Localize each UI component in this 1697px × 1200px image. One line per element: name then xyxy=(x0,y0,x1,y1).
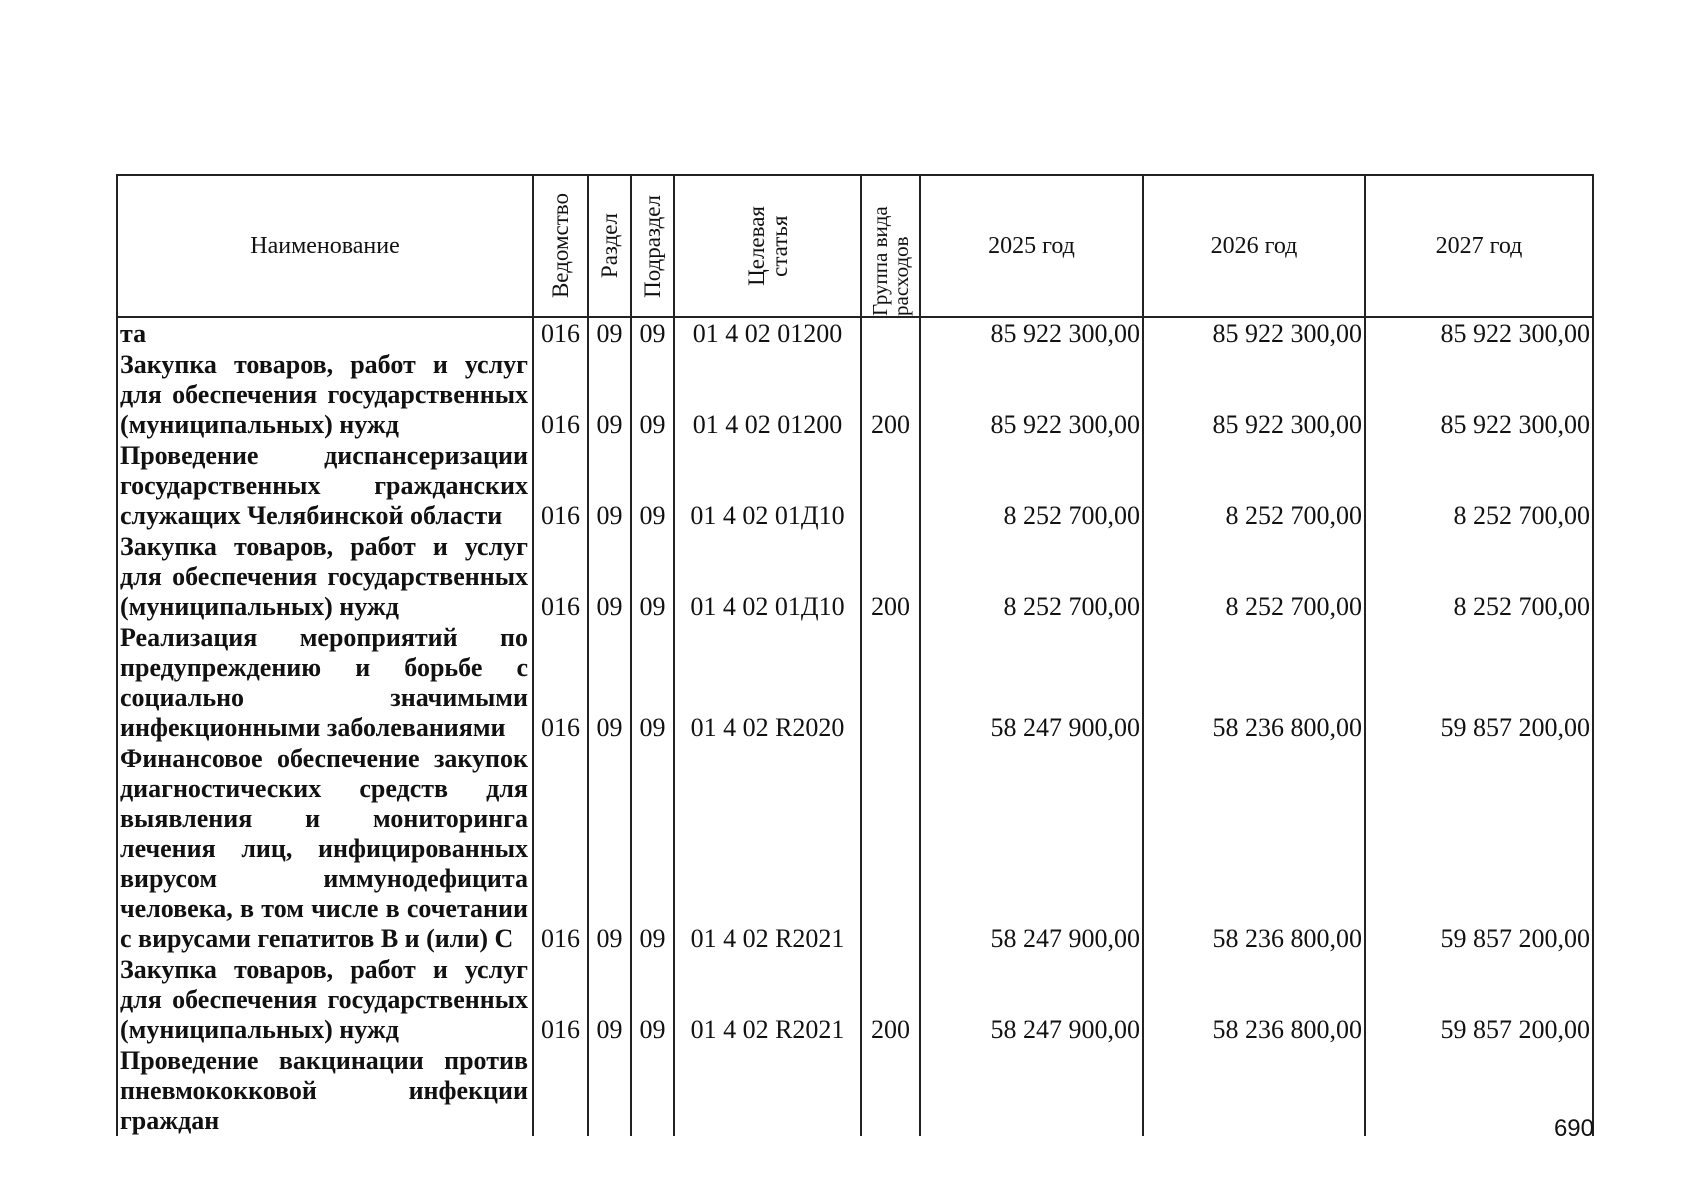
row-razdel: 09 xyxy=(588,622,631,743)
row-podrazdel: 09 xyxy=(631,440,674,531)
header-2027-text: 2027 год xyxy=(1435,232,1523,259)
row-celevaya: 01 4 02 01200 xyxy=(674,349,861,440)
row-podrazdel: 09 xyxy=(631,622,674,743)
row-name: Проведение вакцинации против пневмококковой инфекции граждан xyxy=(117,1045,533,1136)
row-2026: 8 252 700,00 xyxy=(1143,531,1365,622)
row-gruppa xyxy=(861,622,920,743)
table-row xyxy=(117,954,1593,1045)
row-podrazdel: 09 xyxy=(631,349,674,440)
table-row xyxy=(117,317,1593,349)
row-celevaya: 01 4 02 R2021 xyxy=(674,954,861,1045)
row-2025: 58 247 900,00 xyxy=(920,622,1143,743)
header-2025-text: 2025 год xyxy=(988,232,1075,259)
row-2027: 59 857 200,00 xyxy=(1365,743,1593,954)
row-2026: 85 922 300,00 xyxy=(1143,349,1365,440)
row-name: Закупка товаров, работ и услуг для обеспечения государственных (муниципальных) нужд xyxy=(117,349,533,440)
row-name: Закупка товаров, работ и услуг для обеспечения государственных (муниципальных) нужд xyxy=(117,531,533,622)
table-row xyxy=(117,1045,1593,1136)
header-vedomstvo xyxy=(533,175,588,317)
row-gruppa: 200 xyxy=(861,349,920,440)
row-name: Проведение диспансеризации государственных гражданских служащих Челябинской области xyxy=(117,440,533,531)
row-vedomstvo: 016 xyxy=(533,531,588,622)
row-razdel: 09 xyxy=(588,440,631,531)
header-razdel xyxy=(588,175,631,317)
header-celevaya-statya xyxy=(674,175,861,317)
header-podrazdel-text: Подраздел xyxy=(640,194,665,298)
row-podrazdel: 09 xyxy=(631,954,674,1045)
row-razdel: 09 xyxy=(588,954,631,1045)
table-row xyxy=(117,531,1593,622)
row-podrazdel: 09 xyxy=(631,743,674,954)
row-2027: 85 922 300,00 xyxy=(1365,317,1593,349)
row-2027: 85 922 300,00 xyxy=(1365,349,1593,440)
row-2027: 8 252 700,00 xyxy=(1365,531,1593,622)
row-vedomstvo: 016 xyxy=(533,440,588,531)
row-2026: 58 236 800,00 xyxy=(1143,954,1365,1045)
header-celevaya-text: Целевая статья xyxy=(743,206,792,286)
row-razdel: 09 xyxy=(588,743,631,954)
row-razdel xyxy=(588,1045,631,1136)
row-gruppa xyxy=(861,317,920,349)
header-2027 xyxy=(1365,175,1593,317)
row-vedomstvo xyxy=(533,1045,588,1136)
row-razdel: 09 xyxy=(588,531,631,622)
row-2026: 58 236 800,00 xyxy=(1143,743,1365,954)
table-row xyxy=(117,440,1593,531)
header-podrazdel xyxy=(631,175,674,317)
row-vedomstvo: 016 xyxy=(533,622,588,743)
row-gruppa: 200 xyxy=(861,531,920,622)
row-name: Реализация мероприятий по предупреждению и борьбе с социально значимыми инфекционными заболеваниями xyxy=(117,622,533,743)
row-razdel: 09 xyxy=(588,349,631,440)
row-vedomstvo: 016 xyxy=(533,954,588,1045)
row-name: Финансовое обеспечение закупок диагностических средств для выявления и мониторинга лечения лиц, инфицированных вирусом иммунодефицита человека, в том числе в сочетании с вирусами гепатитов В и (или) С xyxy=(117,743,533,954)
row-razdel: 09 xyxy=(588,317,631,349)
row-name: Закупка товаров, работ и услуг для обеспечения государственных (муниципальных) нужд xyxy=(117,954,533,1045)
row-vedomstvo: 016 xyxy=(533,317,588,349)
row-gruppa: 200 xyxy=(861,954,920,1045)
row-celevaya: 01 4 02 R2021 xyxy=(674,743,861,954)
table-row xyxy=(117,622,1593,743)
row-2025: 85 922 300,00 xyxy=(920,317,1143,349)
header-gruppa-vida-rashodov xyxy=(861,175,920,317)
header-vedomstvo-text: Ведомство xyxy=(548,193,573,299)
row-2025: 58 247 900,00 xyxy=(920,954,1143,1045)
header-razdel-text: Раздел xyxy=(597,213,622,279)
table-row xyxy=(117,743,1593,954)
row-2026: 85 922 300,00 xyxy=(1143,317,1365,349)
row-podrazdel: 09 xyxy=(631,317,674,349)
row-2025: 85 922 300,00 xyxy=(920,349,1143,440)
row-2026 xyxy=(1143,1045,1365,1136)
row-celevaya: 01 4 02 01Д10 xyxy=(674,440,861,531)
table-header-row xyxy=(117,175,1593,317)
row-2027: 59 857 200,00 xyxy=(1365,622,1593,743)
table-row xyxy=(117,349,1593,440)
row-2025 xyxy=(920,1045,1143,1136)
header-2026 xyxy=(1143,175,1365,317)
row-2025: 8 252 700,00 xyxy=(920,531,1143,622)
row-2026: 8 252 700,00 xyxy=(1143,440,1365,531)
row-celevaya xyxy=(674,1045,861,1136)
row-gruppa xyxy=(861,1045,920,1136)
header-gruppa-text: Группа вида расходов xyxy=(867,206,913,316)
header-name xyxy=(117,175,533,317)
header-name-text: Наименование xyxy=(250,232,400,259)
row-gruppa xyxy=(861,440,920,531)
row-2025: 58 247 900,00 xyxy=(920,743,1143,954)
row-vedomstvo: 016 xyxy=(533,349,588,440)
row-celevaya: 01 4 02 01200 xyxy=(674,317,861,349)
row-name: та xyxy=(117,317,533,349)
page-number: 690 xyxy=(1553,1115,1594,1142)
row-2027: 59 857 200,00 xyxy=(1365,954,1593,1045)
row-celevaya: 01 4 02 01Д10 xyxy=(674,531,861,622)
row-podrazdel xyxy=(631,1045,674,1136)
row-podrazdel: 09 xyxy=(631,531,674,622)
row-vedomstvo: 016 xyxy=(533,743,588,954)
row-2027: 8 252 700,00 xyxy=(1365,440,1593,531)
row-gruppa xyxy=(861,743,920,954)
header-2025 xyxy=(920,175,1143,317)
row-2025: 8 252 700,00 xyxy=(920,440,1143,531)
row-celevaya: 01 4 02 R2020 xyxy=(674,622,861,743)
header-2026-text: 2026 год xyxy=(1210,232,1298,259)
budget-table xyxy=(116,174,1594,1136)
row-2026: 58 236 800,00 xyxy=(1143,622,1365,743)
